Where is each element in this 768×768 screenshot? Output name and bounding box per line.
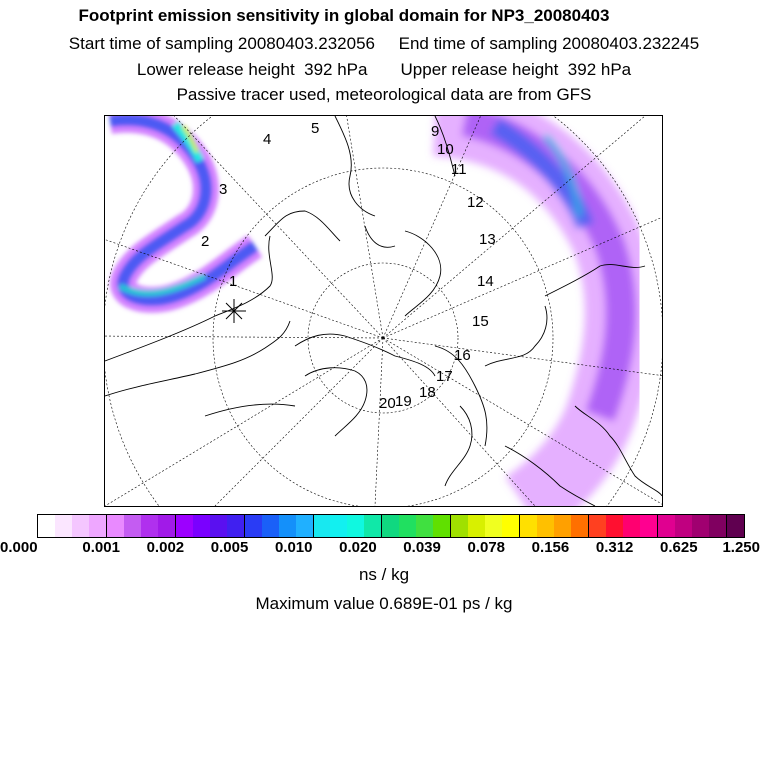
track-label: 12 bbox=[467, 194, 484, 211]
colorbar-tick-label: 0.625 bbox=[660, 539, 698, 556]
colorbar-segment bbox=[124, 515, 141, 537]
colorbar-segment bbox=[141, 515, 158, 537]
colorbar-tick-label: 0.000 bbox=[0, 539, 38, 556]
colorbar-segment bbox=[399, 515, 416, 537]
colorbar-segment bbox=[571, 515, 589, 537]
release-heights: Lower release height 392 hPa Upper release height 392 hPa bbox=[136, 60, 632, 79]
colorbar-segment bbox=[727, 515, 744, 537]
colorbar-segment bbox=[55, 515, 72, 537]
colorbar-tick-label: 0.312 bbox=[595, 539, 634, 556]
colorbar-segment bbox=[210, 515, 227, 537]
colorbar-segment bbox=[245, 515, 262, 537]
colorbar-segment bbox=[709, 515, 727, 537]
plume-east bbox=[435, 121, 621, 506]
colorbar-segment bbox=[675, 515, 692, 537]
polar-map bbox=[104, 115, 663, 507]
colorbar-units: ns / kg bbox=[358, 565, 410, 584]
colorbar-segment bbox=[72, 515, 89, 537]
colorbar-tick-label: 0.010 bbox=[274, 539, 313, 556]
colorbar-segment bbox=[314, 515, 331, 537]
track-label: 5 bbox=[311, 120, 320, 137]
colorbar-segment bbox=[227, 515, 245, 537]
colorbar-segment bbox=[158, 515, 176, 537]
track-label: 2 bbox=[201, 233, 210, 250]
colorbar-segment bbox=[38, 515, 55, 537]
track-label: 19 bbox=[395, 393, 412, 410]
colorbar-tick-label: 0.002 bbox=[146, 539, 185, 556]
colorbar bbox=[37, 514, 745, 538]
colorbar-segment bbox=[554, 515, 571, 537]
colorbar-tick-label: 0.039 bbox=[403, 539, 441, 556]
colorbar-segment bbox=[416, 515, 433, 537]
track-label: 3 bbox=[219, 181, 228, 198]
colorbar-tick-label: 0.156 bbox=[531, 539, 570, 556]
colorbar-segment bbox=[262, 515, 279, 537]
colorbar-segment bbox=[589, 515, 606, 537]
map-title: Footprint emission sensitivity in global domain for NP3_20080403 bbox=[78, 6, 610, 25]
colorbar-segment bbox=[623, 515, 640, 537]
track-label: 9 bbox=[431, 123, 440, 140]
colorbar-segment bbox=[520, 515, 537, 537]
track-label: 11 bbox=[451, 161, 467, 178]
colorbar-segment bbox=[176, 515, 193, 537]
colorbar-tick-label: 0.020 bbox=[339, 539, 377, 556]
colorbar-tick-label: 1.250 bbox=[722, 539, 760, 556]
colorbar-segment bbox=[296, 515, 314, 537]
colorbar-segment bbox=[692, 515, 709, 537]
colorbar-segment bbox=[107, 515, 124, 537]
colorbar-segment bbox=[468, 515, 485, 537]
map-canvas bbox=[105, 116, 662, 506]
colorbar-segment bbox=[433, 515, 451, 537]
tracer-info: Passive tracer used, meteorological data are from GFS bbox=[176, 85, 592, 104]
track-label: 13 bbox=[479, 231, 496, 248]
colorbar-segment bbox=[485, 515, 502, 537]
release-site-marker bbox=[222, 299, 246, 323]
track-label: 16 bbox=[454, 347, 471, 364]
colorbar-tick-label: 0.005 bbox=[210, 539, 249, 556]
track-label: 18 bbox=[419, 384, 436, 401]
colorbar-segment bbox=[89, 515, 107, 537]
track-label: 1 bbox=[229, 273, 238, 290]
track-label: 15 bbox=[472, 313, 489, 330]
track-label: 10 bbox=[437, 141, 454, 158]
colorbar-segment bbox=[640, 515, 658, 537]
maximum-value: Maximum value 0.689E-01 ps / kg bbox=[255, 594, 513, 613]
track-label: 17 bbox=[436, 368, 453, 385]
colorbar-tick-label: 0.001 bbox=[82, 539, 120, 556]
track-label: 4 bbox=[263, 131, 272, 148]
colorbar-segment bbox=[451, 515, 468, 537]
colorbar-segment bbox=[382, 515, 399, 537]
colorbar-segment bbox=[537, 515, 554, 537]
colorbar-segment bbox=[502, 515, 520, 537]
track-label: 14 bbox=[477, 273, 494, 290]
colorbar-segment bbox=[193, 515, 210, 537]
colorbar-segment bbox=[658, 515, 675, 537]
colorbar-segment bbox=[606, 515, 623, 537]
colorbar-segment bbox=[364, 515, 382, 537]
colorbar-segment bbox=[279, 515, 296, 537]
sampling-times: Start time of sampling 20080403.232056 End time of sampling 20080403.232245 bbox=[68, 34, 700, 53]
track-label: 20 bbox=[379, 395, 396, 412]
colorbar-segment bbox=[330, 515, 347, 537]
colorbar-tick-label: 0.078 bbox=[467, 539, 506, 556]
colorbar-segment bbox=[347, 515, 364, 537]
